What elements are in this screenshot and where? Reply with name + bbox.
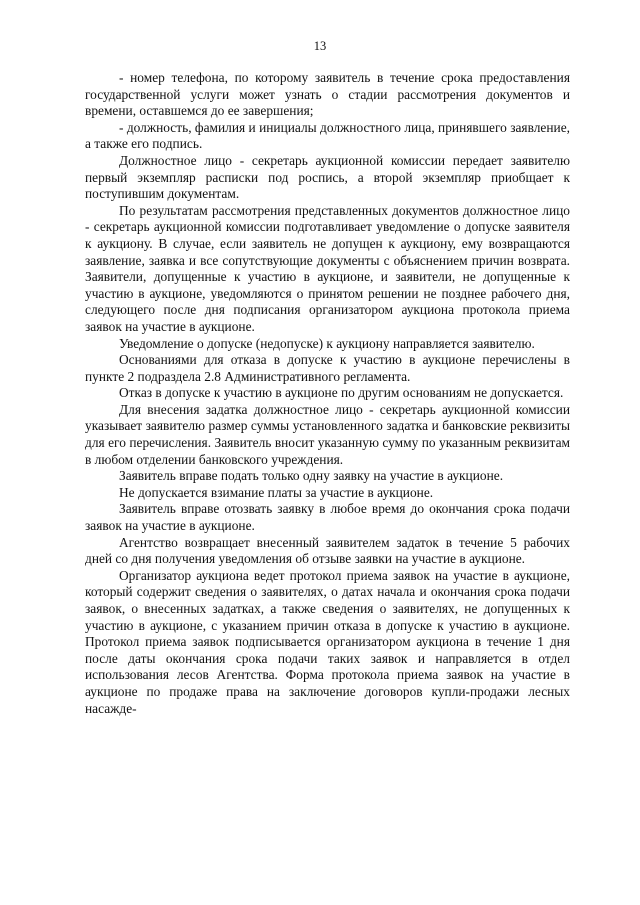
paragraph-deposit-return: Агентство возвращает внесенный заявителем задаток в течение 5 рабочих дней со дня получения уведомления об отзыве заявки на участие в аукционе. xyxy=(85,534,570,567)
paragraph-no-fee: Не допускается взимание платы за участие в аукционе. xyxy=(119,484,434,500)
document-body xyxy=(85,70,570,717)
paragraph-receipt-transfer: Должностное лицо - секретарь аукционной комиссии передает заявителю первый экземпляр расписки под роспись, а второй экземпляр приобщает к поступившим документам. xyxy=(85,152,570,202)
paragraph-withdraw-application: Заявитель вправе отозвать заявку в любое время до окончания срока подачи заявок на участие в аукционе. xyxy=(85,501,570,534)
paragraph-admission-notice: Уведомление о допуске (недопуске) к аукциону направляется заявителю. xyxy=(119,335,535,351)
paragraph-protocol: Организатор аукциона ведет протокол приема заявок на участие в аукционе, который содержит сведения о заявителях, о датах начала и окончания срока подачи заявок, о внесенных задатках, а также сведения о заявителях, не допущенных к участию в аукционе, с указанием причин отказа в допуске к участию в аукционе. Протокол приема заявок подписывается организатором аукциона в течение 1 дня после даты окончания срока подачи таких заявок и направляется в отдел использования лесов Агентства. Форма протокола приема заявок на участие в аукционе по продаже права на заключение договоров купли-продажи лесных насажде- xyxy=(85,567,570,716)
paragraph-phone-number: - номер телефона, по которому заявитель в течение срока предоставления государственной услуги может узнать о стадии рассмотрения документов и времени, оставшемся до ее завершения; xyxy=(85,70,570,119)
paragraph-other-refusal: Отказ в допуске к участию в аукционе по другим основаниям не допускается. xyxy=(119,385,564,401)
page-number: 13 xyxy=(313,39,327,53)
paragraph-official-position: - должность, фамилия и инициалы должностного лица, принявшего заявление, а также его подпись. xyxy=(85,119,570,152)
paragraph-single-application: Заявитель вправе подать только одну заявку на участие в аукционе. xyxy=(119,468,504,484)
paragraph-refusal-grounds: Основаниями для отказа в допуске к участию в аукционе перечислены в пункте 2 подраздела 2.8 Административного регламента. xyxy=(85,352,570,384)
paragraph-deposit: Для внесения задатка должностное лицо - секретарь аукционной комиссии указывает заявителю размер суммы установленного задатка и банковские реквизиты для его перечисления. Заявитель вносит указанную сумму по указанным реквизитам в любом отделении банковского учреждения. xyxy=(85,401,570,467)
paragraph-review-results: По результатам рассмотрения представленных документов должностное лицо - секретарь аукционной комиссии подготавливает уведомление о допуске заявителя к аукциону. В случае, если заявитель не допущен к аукциону, ему возвращаются заявление, заявка и все сопутствующие документы с объяснением причин возврата. Заявители, допущенные к участию в аукционе, и заявители, не допущенные к участию в аукционе, уведомляются о принятом решении не позднее рабочего дня, следующего после дня подписания организатором аукциона протокола приема заявок на участие в аукционе. xyxy=(85,202,570,334)
